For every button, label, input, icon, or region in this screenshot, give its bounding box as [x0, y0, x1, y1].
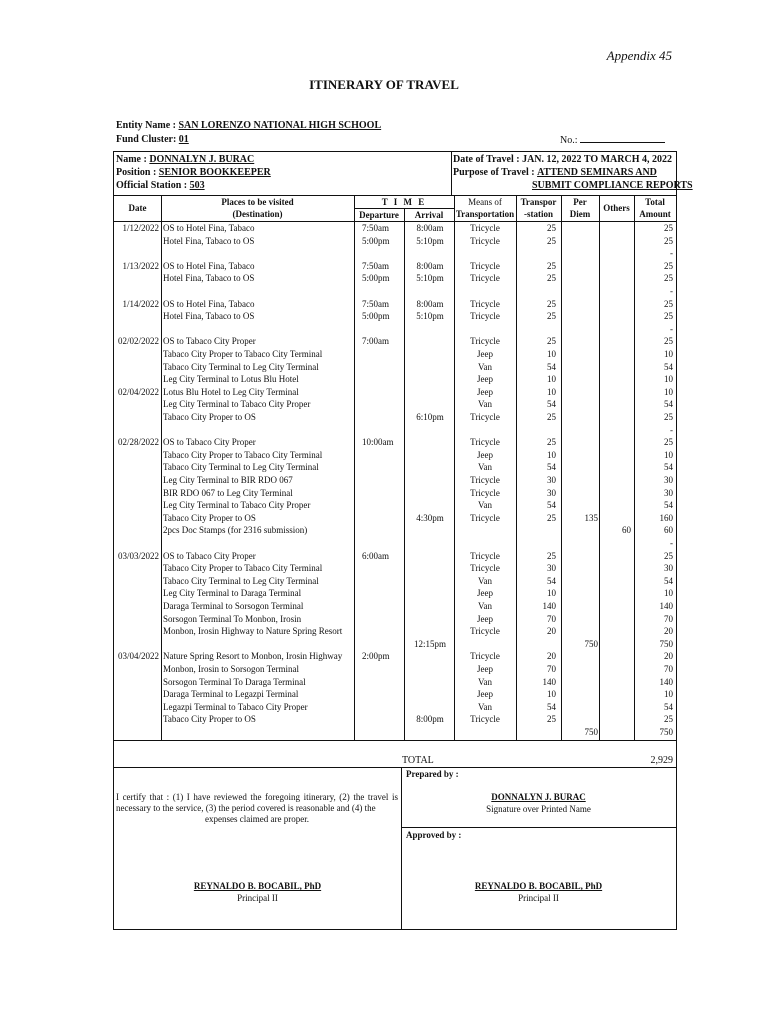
entity-value: SAN LORENZO NATIONAL HIGH SCHOOL — [178, 120, 382, 131]
row-means: Tricycle — [470, 550, 500, 561]
row-departure: 2:00pm — [362, 651, 390, 662]
number-label: No.: — [560, 135, 578, 146]
purpose-label: Purpose of Travel : — [453, 167, 535, 178]
row-destination: OS to Hotel Fina, Tabaco — [163, 260, 255, 271]
row-means: Tricycle — [470, 336, 500, 347]
row-transportation: 10 — [547, 689, 556, 700]
row-destination: Monbon, Irosin to Sorsogon Terminal — [163, 664, 299, 674]
row-destination: Leg City Terminal to Tabaco City Proper — [163, 500, 311, 511]
row-transportation: 10 — [547, 449, 556, 460]
col-departure-header: Departure — [359, 210, 399, 220]
row-means: Tricycle — [470, 223, 500, 233]
table-row — [114, 424, 676, 436]
row-means: Van — [478, 361, 492, 372]
row-total-amount: 10 — [664, 374, 673, 385]
table-row — [114, 323, 676, 335]
row-total-amount: 25 — [664, 235, 673, 246]
row-total-amount: 140 — [659, 676, 673, 687]
table-row — [114, 235, 676, 247]
col-arrival-header: Arrival — [414, 210, 444, 220]
station-line — [116, 180, 205, 191]
row-destination: Tabaco City Proper to Tabaco City Terminal — [163, 449, 323, 460]
row-destination: OS to Tabaco City Proper — [163, 550, 256, 561]
row-destination: Tabaco City Proper to Tabaco City Terminal — [163, 563, 323, 574]
row-means: Tricycle — [470, 651, 500, 662]
table-row — [114, 587, 676, 599]
table-row — [114, 298, 676, 310]
row-total-amount: 25 — [664, 714, 673, 725]
row-destination: Tabaco City Terminal to Leg City Terminal — [163, 462, 319, 473]
prepared-by-name: DONNALYN J. BURAC — [491, 792, 586, 802]
row-destination: Nature Spring Resort to Monbon, Irosin Highway — [163, 651, 343, 662]
table-row — [114, 562, 676, 574]
prepared-by-caption: Signature over Printed Name — [486, 804, 591, 814]
row-transportation: 25 — [547, 311, 556, 322]
row-destination: OS to Tabaco City Proper — [163, 336, 256, 347]
table-row — [114, 411, 676, 423]
table-row — [114, 550, 676, 562]
row-transportation: 10 — [547, 588, 556, 599]
row-destination: 2pcs Doc Stamps (for 2316 submission) — [163, 525, 308, 536]
row-total-amount: 25 — [664, 437, 673, 448]
table-row — [114, 663, 676, 675]
row-destination: Hotel Fina, Tabaco to OS — [163, 273, 255, 284]
row-date: 1/14/2022 — [122, 298, 159, 309]
row-destination: Hotel Fina, Tabaco to OS — [163, 311, 255, 322]
row-destination: Leg City Terminal to Daraga Terminal — [163, 588, 302, 599]
row-departure: 7:50am — [362, 298, 389, 309]
row-total-amount: 10 — [664, 689, 673, 700]
row-departure: 6:00am — [362, 550, 389, 561]
position-label: Position : — [116, 167, 157, 178]
row-means: Jeep — [477, 374, 493, 385]
approved-by-label: Approved by : — [406, 830, 462, 840]
row-destination: Hotel Fina, Tabaco to OS — [163, 235, 255, 246]
row-departure: 10:00am — [362, 437, 394, 448]
row-total-amount: 25 — [664, 273, 673, 284]
row-arrival: 8:00pm — [416, 714, 444, 725]
row-total-amount: - — [670, 286, 673, 296]
table-row — [114, 335, 676, 347]
purpose-line-2 — [532, 180, 693, 191]
row-total-amount: 10 — [664, 449, 673, 460]
row-transportation: 25 — [547, 235, 556, 246]
table-row — [114, 499, 676, 511]
fund-cluster-line — [116, 134, 189, 145]
row-total-amount: 54 — [664, 462, 673, 473]
row-total-amount: 20 — [664, 626, 673, 637]
name-label: Name : — [116, 154, 147, 165]
row-transportation: 25 — [547, 223, 556, 233]
row-means: Van — [478, 676, 492, 687]
table-row — [114, 726, 676, 738]
row-means: Tricycle — [470, 412, 500, 422]
table-row — [114, 398, 676, 410]
row-total-amount: 30 — [664, 487, 673, 498]
row-transportation: 54 — [547, 500, 556, 511]
row-means: Van — [478, 575, 492, 586]
certifier-name: REYNALDO B. BOCABIL, PhD — [193, 881, 322, 891]
row-means: Tricycle — [470, 437, 500, 448]
row-arrival: 5:10pm — [416, 311, 444, 322]
certification-last-line: expenses claimed are proper. — [205, 814, 309, 824]
row-transportation: 25 — [547, 437, 556, 448]
row-destination: Sorsogon Terminal To Daraga Terminal — [163, 676, 306, 687]
row-transportation: 20 — [547, 626, 556, 637]
certifier-title: Principal II — [237, 893, 278, 903]
row-total-amount: 30 — [664, 563, 673, 574]
row-total-amount: 25 — [664, 223, 673, 233]
date-of-travel-line — [453, 154, 672, 165]
row-destination: Tabaco City Proper to Tabaco City Terminal — [163, 349, 323, 359]
body-bottom-line — [114, 740, 676, 741]
table-row — [114, 436, 676, 448]
total-label: TOTAL — [402, 755, 434, 766]
row-total-amount: 10 — [664, 386, 673, 397]
row-destination: Sorsogon Terminal To Monbon, Irosin — [163, 613, 302, 624]
purpose-value-2: SUBMIT COMPLIANCE REPORTS — [532, 180, 693, 191]
row-means: Jeep — [477, 613, 493, 624]
row-total-amount: 70 — [664, 664, 673, 674]
col-places-header-1: Places to be visited — [221, 197, 294, 207]
date-of-travel-value: JAN. 12, 2022 TO MARCH 4, 2022 — [522, 154, 672, 165]
col-means-header-2: Transportation — [455, 209, 515, 219]
table-row — [114, 524, 676, 536]
row-date: 02/28/2022 — [117, 437, 159, 448]
row-means: Van — [478, 462, 492, 473]
row-destination: Daraga Terminal to Legazpi Terminal — [163, 689, 299, 700]
row-transportation: 30 — [547, 563, 556, 574]
row-date: 02/04/2022 — [117, 386, 159, 397]
row-means: Tricycle — [470, 626, 500, 637]
row-arrival: 6:10pm — [416, 412, 444, 422]
row-means: Van — [478, 399, 492, 410]
row-means: Tricycle — [470, 260, 500, 271]
row-means: Van — [478, 601, 492, 611]
row-transportation: 54 — [547, 701, 556, 712]
row-others: 60 — [622, 525, 631, 536]
row-transportation: 25 — [547, 260, 556, 271]
table-row — [114, 348, 676, 360]
fund-cluster-label: Fund Cluster: — [116, 134, 177, 145]
row-transportation: 54 — [547, 399, 556, 410]
col-others-header: Others — [603, 203, 630, 213]
row-date: 03/04/2022 — [117, 651, 159, 662]
prepared-by-label: Prepared by : — [406, 769, 459, 779]
row-arrival: 4:30pm — [416, 512, 444, 523]
row-destination: Leg City Terminal to Lotus Blu Hotel — [163, 374, 299, 385]
row-departure: 7:50am — [362, 260, 389, 271]
row-transportation: 70 — [547, 613, 556, 624]
row-transportation: 25 — [547, 298, 556, 309]
row-total-amount: 20 — [664, 651, 673, 662]
row-means: Jeep — [477, 449, 493, 460]
row-destination: Legazpi Terminal to Tabaco City Proper — [163, 701, 308, 712]
table-row — [114, 260, 676, 272]
station-label: Official Station : — [116, 180, 188, 191]
row-transportation: 10 — [547, 386, 556, 397]
purpose-value-1: ATTEND SEMINARS AND — [537, 167, 657, 178]
row-total-amount: 30 — [664, 475, 673, 485]
table-row — [114, 285, 676, 297]
position-line — [116, 167, 271, 178]
row-destination: Tabaco City Proper to OS — [163, 714, 256, 725]
table-row — [114, 512, 676, 524]
row-transportation: 25 — [547, 714, 556, 725]
row-means: Tricycle — [470, 487, 500, 498]
row-destination: Tabaco City Proper to OS — [163, 412, 256, 422]
row-arrival: 8:00am — [416, 260, 444, 271]
row-means: Jeep — [477, 664, 493, 674]
col-places-header-2: (Destination) — [232, 209, 283, 219]
row-date: 02/02/2022 — [117, 336, 159, 347]
row-total-amount: - — [670, 538, 673, 548]
row-total-amount: 60 — [664, 525, 673, 536]
table-row — [114, 461, 676, 473]
row-destination: BIR RDO 067 to Leg City Terminal — [163, 487, 293, 498]
col-diem-header-2: Diem — [569, 209, 591, 219]
table-row — [114, 625, 676, 637]
table-row — [114, 247, 676, 259]
row-total-amount: 70 — [664, 613, 673, 624]
position-value: SENIOR BOOKKEEPER — [158, 167, 271, 178]
row-destination: Daraga Terminal to Sorsogon Terminal — [163, 601, 304, 611]
row-total-amount: 750 — [659, 727, 673, 737]
row-transportation: 70 — [547, 664, 556, 674]
table-row — [114, 600, 676, 612]
col-total-header-1: Total — [645, 197, 665, 207]
row-means: Van — [478, 701, 492, 712]
row-total-amount: 140 — [659, 601, 673, 611]
table-row — [114, 310, 676, 322]
row-means: Tricycle — [470, 273, 500, 284]
row-transportation: 25 — [547, 550, 556, 561]
name-line — [116, 154, 254, 165]
table-row — [114, 222, 676, 234]
fund-cluster-value: 01 — [178, 134, 189, 145]
row-means: Tricycle — [470, 512, 500, 523]
row-total-amount: - — [670, 424, 673, 435]
table-row — [114, 272, 676, 284]
row-total-amount: 25 — [664, 550, 673, 561]
col-trans-header-1: Transpor — [520, 197, 557, 207]
table-row — [114, 487, 676, 499]
row-means: Jeep — [477, 386, 493, 397]
row-destination: Lotus Blu Hotel to Leg City Terminal — [163, 386, 299, 397]
entity-label: Entity Name : — [116, 120, 176, 131]
row-arrival: 5:10pm — [416, 273, 444, 284]
certification-text — [116, 792, 398, 825]
table-row — [114, 474, 676, 486]
row-means: Tricycle — [470, 298, 500, 309]
row-transportation: 25 — [547, 336, 556, 347]
col-trans-header-2: -station — [524, 209, 553, 219]
info-split — [451, 152, 452, 195]
row-total-amount: 750 — [659, 638, 673, 649]
date-of-travel-label: Date of Travel : — [453, 154, 520, 165]
row-destination: Tabaco City Terminal to Leg City Terminal — [163, 575, 319, 586]
purpose-line — [453, 167, 657, 178]
appendix-label: Appendix 45 — [606, 48, 672, 63]
row-total-amount: - — [670, 248, 673, 259]
table-row — [114, 688, 676, 700]
row-transportation: 54 — [547, 361, 556, 372]
table-row — [114, 701, 676, 713]
name-value: DONNALYN J. BURAC — [149, 154, 255, 165]
row-means: Jeep — [477, 689, 493, 700]
row-means: Jeep — [477, 588, 493, 599]
row-transportation: 54 — [547, 575, 556, 586]
approver-name: REYNALDO B. BOCABIL, PhD — [474, 881, 603, 891]
row-per-diem: 750 — [584, 727, 598, 737]
row-means: Jeep — [477, 349, 493, 359]
table-row — [114, 575, 676, 587]
number-blank — [580, 133, 665, 143]
row-total-amount: 25 — [664, 412, 673, 422]
row-date: 1/12/2022 — [122, 223, 159, 233]
row-destination: OS to Hotel Fina, Tabaco — [163, 298, 255, 309]
row-means: Tricycle — [470, 235, 500, 246]
row-total-amount: 10 — [664, 349, 673, 359]
row-departure: 5:00pm — [362, 235, 390, 246]
row-transportation: 140 — [542, 601, 556, 611]
row-destination: Tabaco City Proper to OS — [163, 512, 256, 523]
row-arrival: 5:10pm — [416, 235, 444, 246]
table-row — [114, 449, 676, 461]
table-row — [114, 361, 676, 373]
row-transportation: 30 — [547, 475, 556, 485]
row-total-amount: 54 — [664, 500, 673, 511]
station-value: 503 — [189, 180, 205, 191]
row-total-amount: 25 — [664, 260, 673, 271]
row-departure: 5:00pm — [362, 273, 390, 284]
row-arrival: 8:00am — [416, 298, 444, 309]
row-transportation: 140 — [542, 676, 556, 687]
row-destination: OS to Hotel Fina, Tabaco — [163, 223, 255, 233]
table-row — [114, 638, 676, 650]
row-means: Tricycle — [470, 563, 500, 574]
table-row — [114, 373, 676, 385]
row-total-amount: 54 — [664, 399, 673, 410]
row-transportation: 25 — [547, 273, 556, 284]
total-bottom-line — [114, 767, 676, 768]
row-destination: Tabaco City Terminal to Leg City Terminal — [163, 361, 319, 372]
row-transportation: 10 — [547, 374, 556, 385]
row-destination: Leg City Terminal to BIR RDO 067 — [163, 475, 293, 485]
row-transportation: 25 — [547, 512, 556, 523]
table-row — [114, 537, 676, 549]
table-row — [114, 650, 676, 662]
row-destination: Leg City Terminal to Tabaco City Proper — [163, 399, 311, 410]
row-destination: Monbon, Irosin Highway to Nature Spring Resort — [163, 626, 343, 637]
total-value: 2,929 — [650, 755, 673, 766]
row-means: Tricycle — [470, 714, 500, 725]
row-per-diem: 135 — [584, 512, 598, 523]
row-departure: 7:50am — [362, 223, 389, 233]
row-departure: 7:00am — [362, 336, 389, 347]
table-row — [114, 676, 676, 688]
row-date: 1/13/2022 — [122, 260, 159, 271]
row-arrival: 12:15pm — [413, 638, 446, 649]
row-transportation: 54 — [547, 462, 556, 473]
col-diem-header-1: Per — [573, 197, 587, 207]
row-total-amount: 160 — [659, 512, 673, 523]
itinerary-table — [113, 151, 693, 930]
col-date-header: Date — [128, 203, 147, 213]
row-total-amount: - — [670, 323, 673, 334]
row-transportation: 20 — [547, 651, 556, 662]
table-row — [114, 386, 676, 398]
row-means: Van — [478, 500, 492, 511]
col-means-header-1: Means of — [468, 197, 502, 207]
row-means: Tricycle — [470, 475, 500, 485]
row-total-amount: 25 — [664, 336, 673, 347]
entity-name-line — [116, 120, 381, 131]
row-date: 03/03/2022 — [117, 550, 159, 561]
table-row — [114, 713, 676, 725]
row-destination: OS to Tabaco City Proper — [163, 437, 256, 448]
row-transportation: 10 — [547, 349, 556, 359]
approver-title: Principal II — [518, 893, 559, 903]
table-row — [114, 613, 676, 625]
row-total-amount: 54 — [664, 701, 673, 712]
col-time-header: T I M E — [381, 197, 427, 207]
certification-body: I certify that : (1) I have reviewed the foregoing itinerary, (2) the travel is necessary to the service, (3) the period covered is reasonable and (4) the — [116, 792, 398, 813]
row-means: Tricycle — [470, 311, 500, 322]
row-total-amount: 10 — [664, 588, 673, 599]
row-transportation: 25 — [547, 412, 556, 422]
row-total-amount: 54 — [664, 575, 673, 586]
row-arrival: 8:00am — [416, 223, 444, 233]
footer-right-divider — [401, 827, 676, 828]
row-total-amount: 25 — [664, 298, 673, 309]
row-total-amount: 25 — [664, 311, 673, 322]
row-total-amount: 54 — [664, 361, 673, 372]
row-per-diem: 750 — [584, 638, 598, 649]
number-line — [560, 133, 665, 146]
document-title: ITINERARY OF TRAVEL — [309, 77, 459, 92]
row-transportation: 30 — [547, 487, 556, 498]
row-departure: 5:00pm — [362, 311, 390, 322]
col-total-header-2: Amount — [639, 209, 671, 219]
